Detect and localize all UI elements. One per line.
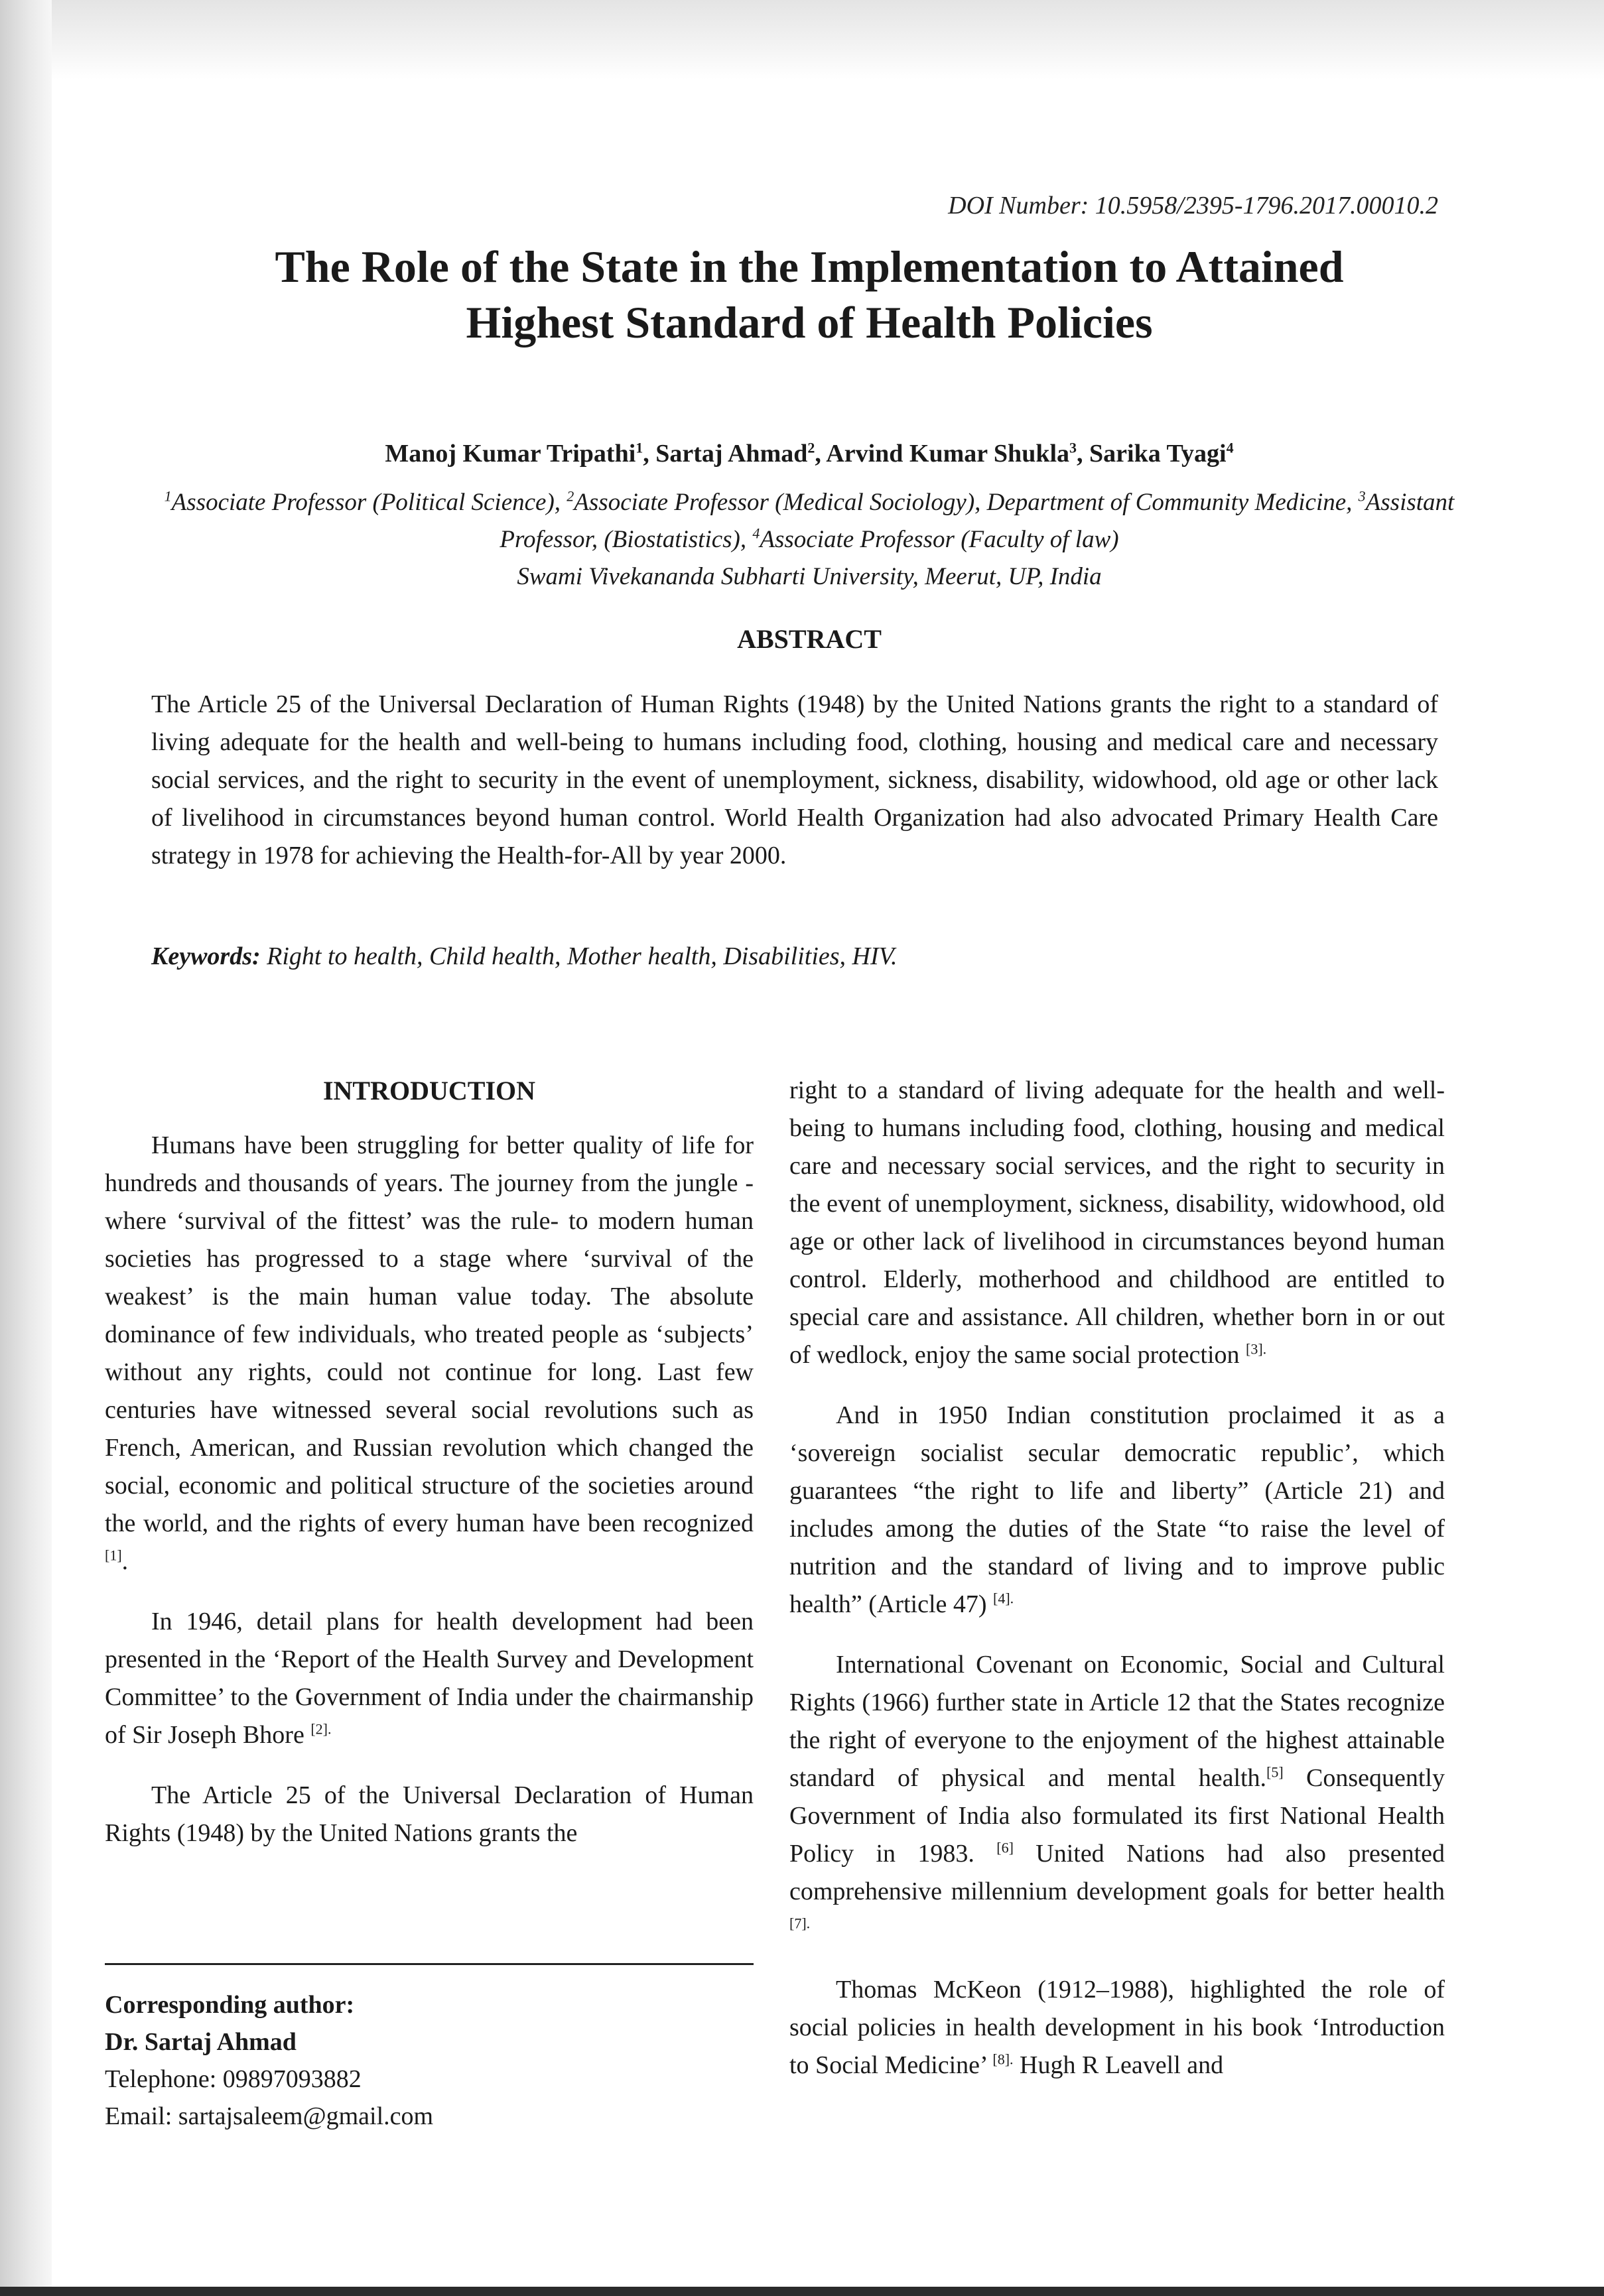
citation: [6] bbox=[996, 1839, 1014, 1856]
citation: [7]. bbox=[789, 1915, 811, 1932]
keywords-list: Right to health, Child health, Mother health, Disabilities, HIV. bbox=[260, 942, 898, 970]
author-list: Manoj Kumar Tripathi$^1$, Sartaj Ahmad$^2$, Arvind Kumar Shukla$^3$, Sarika Tyagi$^4$ bbox=[385, 439, 1234, 468]
paragraph: And in 1950 Indian constitution proclaimed it as a ‘sovereign socialist secular democratic republic’, which guarantees “the right to life and liberty” (Article 21) and includes among the duties of the State “to raise the level of nutrition and the standard of living and to improve public health” (Article 47) $^{[4].}$ bbox=[789, 1401, 1445, 1618]
scan-top-shadow bbox=[0, 0, 1604, 80]
citation: [2]. bbox=[310, 1720, 332, 1738]
left-column bbox=[105, 1072, 754, 1875]
paragraph: International Covenant on Economic, Social and Cultural Rights (1966) further state in Article 12 that the States recognize the right of everyone to the enjoyment of the highest attainable standard of physical and mental health.[5] Consequently Government of India also formulated its first National Health Policy in 1983. [6] United Nations had also presented comprehensive millennium development goals for better health $^{[7].}$ bbox=[789, 1651, 1445, 1932]
scan-bottom-edge bbox=[0, 2287, 1604, 2296]
corresponding-label: Corresponding author: bbox=[105, 1991, 355, 2019]
title-line-2: Highest Standard of Health Policies bbox=[466, 297, 1153, 348]
paper-title bbox=[133, 239, 1486, 350]
abstract-text: The Article 25 of the Universal Declaration of Human Rights (1948) by the United Nations grants the right to a standard of living adequate for the health and well-being to humans including food, clothing, housing and medical care and necessary social services, and the right to security in the event of unemployment, sickness, disability, widowhood, old age or other lack of livelihood in circumstances beyond human control. World Health Organization had also advocated Primary Health Care strategy in 1978 for achieving the Health-for-All by year 2000. bbox=[151, 690, 1438, 869]
paragraph: Humans have been struggling for better quality of life for hundreds and thousands of years. The journey from the jungle -where ‘survival of the fittest’ was the rule- to modern human societies has progressed to a stage where ‘survival of the weakest’ is the main human value today. The absolute dominance of few individuals, who treated people as ‘subjects’ without any rights, could not continue for long. Last few centuries have witnessed several social revolutions such as French, American, and Russian revolution which changed the social, economic and political structure of the societies around the world, and the rights of every human have been recognized [1]. bbox=[105, 1131, 754, 1575]
abstract-heading: ABSTRACT bbox=[737, 624, 882, 654]
paragraph: right to a standard of living adequate for the health and well-being to humans including food, clothing, housing and medical care and necessary social services, and the right to security in the event of unemployment, sickness, disability, widowhood, old age or other lack of livelihood in circumstances beyond human control. Elderly, motherhood and childhood are entitled to special care and assistance. All children, whether born in or out of wedlock, enjoy the same social protection $^{[3].}$ bbox=[789, 1076, 1445, 1369]
author: Sartaj Ahmad bbox=[655, 440, 808, 468]
title-line-1: The Role of the State in the Implementation to Attained bbox=[275, 241, 1344, 292]
citation: [5] bbox=[1266, 1763, 1284, 1781]
institution: Swami Vivekananda Subharti University, Meerut, UP, India bbox=[517, 563, 1102, 590]
section-heading-introduction: INTRODUCTION bbox=[322, 1076, 536, 1106]
author: Sarika Tyagi bbox=[1089, 440, 1227, 468]
corresponding-author bbox=[105, 1963, 754, 2135]
affiliations: $^1$Associate Professor (Political Science), $^2$Associate Professor (Medical Sociology), Department of Community Medicine, $^3$Assistant Professor, (Biostatistics), $^4$Associate Professor (Faculty of law) Swami Vivekananda Subharti University, Meerut, UP, India bbox=[164, 487, 1455, 590]
author: Arvind Kumar Shukla bbox=[826, 440, 1070, 468]
author: Manoj Kumar Tripathi bbox=[385, 440, 636, 468]
citation: [3]. bbox=[1246, 1340, 1267, 1358]
keywords bbox=[151, 942, 1438, 971]
corresponding-telephone: Telephone: 09897093882 bbox=[105, 2065, 362, 2093]
keywords-label: Keywords: bbox=[151, 942, 261, 970]
corresponding-email: Email: sartajsaleem@gmail.com bbox=[105, 2102, 434, 2130]
paragraph: The Article 25 of the Universal Declaration of Human Rights (1948) by the United Nations grants the bbox=[105, 1781, 754, 1847]
corresponding-name: Dr. Sartaj Ahmad bbox=[105, 2028, 297, 2056]
citation: [4]. bbox=[993, 1590, 1014, 1607]
doi-number: DOI Number: 10.5958/2395-1796.2017.00010.2 bbox=[948, 192, 1438, 220]
scan-left-edge bbox=[0, 0, 52, 2296]
right-column bbox=[789, 1072, 1445, 2107]
citation: [1] bbox=[105, 1547, 122, 1564]
paragraph: In 1946, detail plans for health development had been presented in the ‘Report of the Health Survey and Development Committee’ to the Government of India under the chairmanship of Sir Joseph Bhore $^{[2].}$ bbox=[105, 1608, 754, 1749]
citation: [8]. bbox=[992, 2051, 1014, 2068]
paragraph: Thomas McKeon (1912–1988), highlighted the role of social policies in health development in his book ‘Introduction to Social Medicine’ $^{[8].}$ Hugh R Leavell and bbox=[789, 1976, 1445, 2079]
